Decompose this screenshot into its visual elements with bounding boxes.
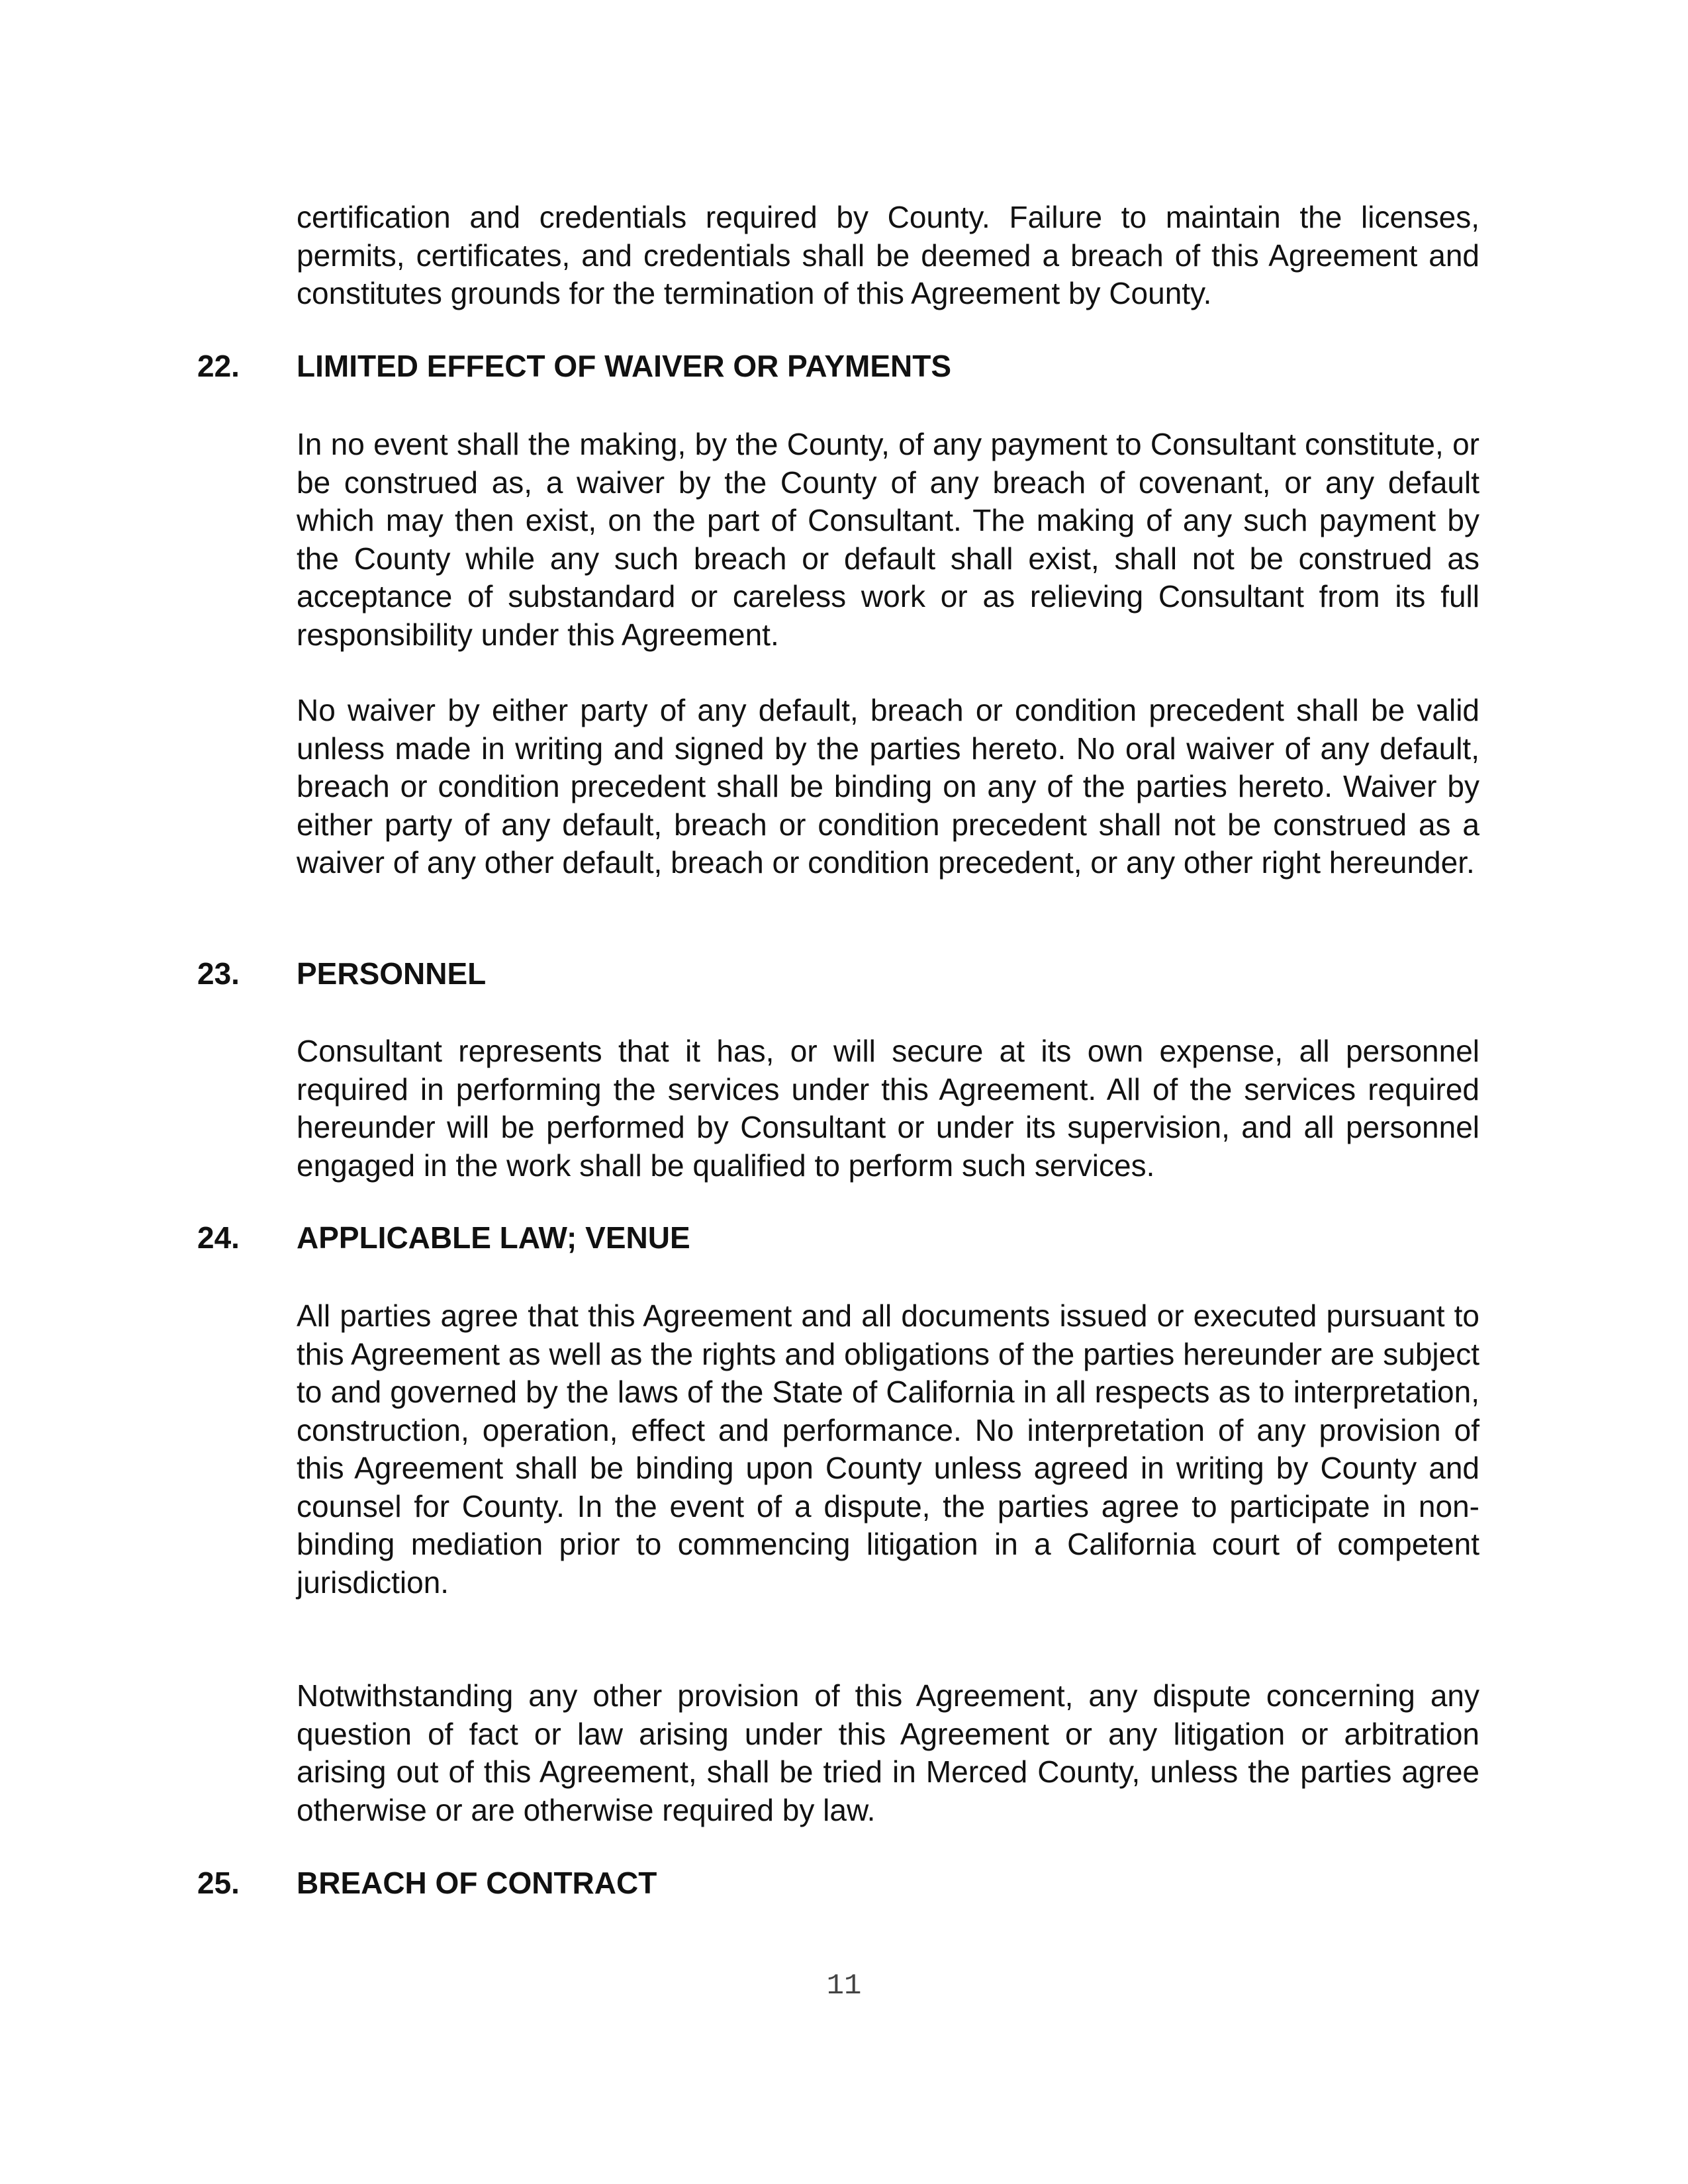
section-number: 24. — [197, 1220, 240, 1255]
section-25-heading — [197, 1864, 657, 1903]
section-number: 22. — [197, 349, 240, 383]
paragraph-23: Consultant represents that it has, or will secure at its own expense, all personnel required in performing the services under this Agreement. All of the services required hereunder will be performed by Consultant or under its supervision, and all personnel engaged in the work shall be qualified to perform such services. — [297, 1034, 1479, 1183]
section-number: 25. — [197, 1866, 240, 1900]
paragraph-24-a: All parties agree that this Agreement and all documents issued or executed pursuant to this Agreement as well as the rights and obligations of the parties hereunder are subject to and governed by the laws of the State of California in all respects as to interpretation, construction, operation, effect and performance. No interpretation of any provision of this Agreement shall be binding upon County unless agreed in writing by County and counsel for County. In the event of a dispute, the parties agree to participate in non-binding mediation prior to commencing litigation in a California court of competent jurisdiction. — [297, 1298, 1479, 1600]
section-title: PERSONNEL — [297, 956, 487, 991]
paragraph-24-b: Notwithstanding any other provision of this Agreement, any dispute concerning any question of fact or law arising under this Agreement or any litigation or arbitration arising out of this Agreement, shall be tried in Merced County, unless the parties agree otherwise or are otherwise required by law. — [297, 1678, 1479, 1827]
paragraph-22-a: In no event shall the making, by the County, of any payment to Consultant constitute, or be construed as, a waiver by the County of any breach of covenant, or any default which may then exist, on the part of Consultant. The making of any such payment by the County while any such breach or default shall exist, shall not be construed as acceptance of substandard or careless work or as relieving Consultant from its full responsibility under this Agreement. — [297, 427, 1479, 652]
section-22-heading — [197, 347, 951, 386]
section-number: 23. — [197, 956, 240, 991]
section-23-heading — [197, 955, 486, 993]
section-24-heading — [197, 1219, 690, 1257]
paragraph-22-b: No waiver by either party of any default, breach or condition precedent shall be valid unless made in writing and signed by the parties hereto. No oral waiver of any default, breach or condition precedent shall be binding on any of the parties hereto. Waiver by either party of any default, breach or condition precedent shall not be construed as a waiver of any other default, breach or condition precedent, or any other right hereunder. — [297, 693, 1479, 880]
section-title: APPLICABLE LAW; VENUE — [297, 1220, 690, 1255]
page-number: 11 — [826, 1970, 862, 2003]
paragraph-21-continuation: certification and credentials required by County. Failure to maintain the licenses, permits, certificates, and credentials shall be deemed a breach of this Agreement and constitutes grounds for the termination of this Agreement by County. — [297, 200, 1479, 310]
section-title: BREACH OF CONTRACT — [297, 1866, 657, 1900]
section-title: LIMITED EFFECT OF WAIVER OR PAYMENTS — [297, 349, 952, 383]
